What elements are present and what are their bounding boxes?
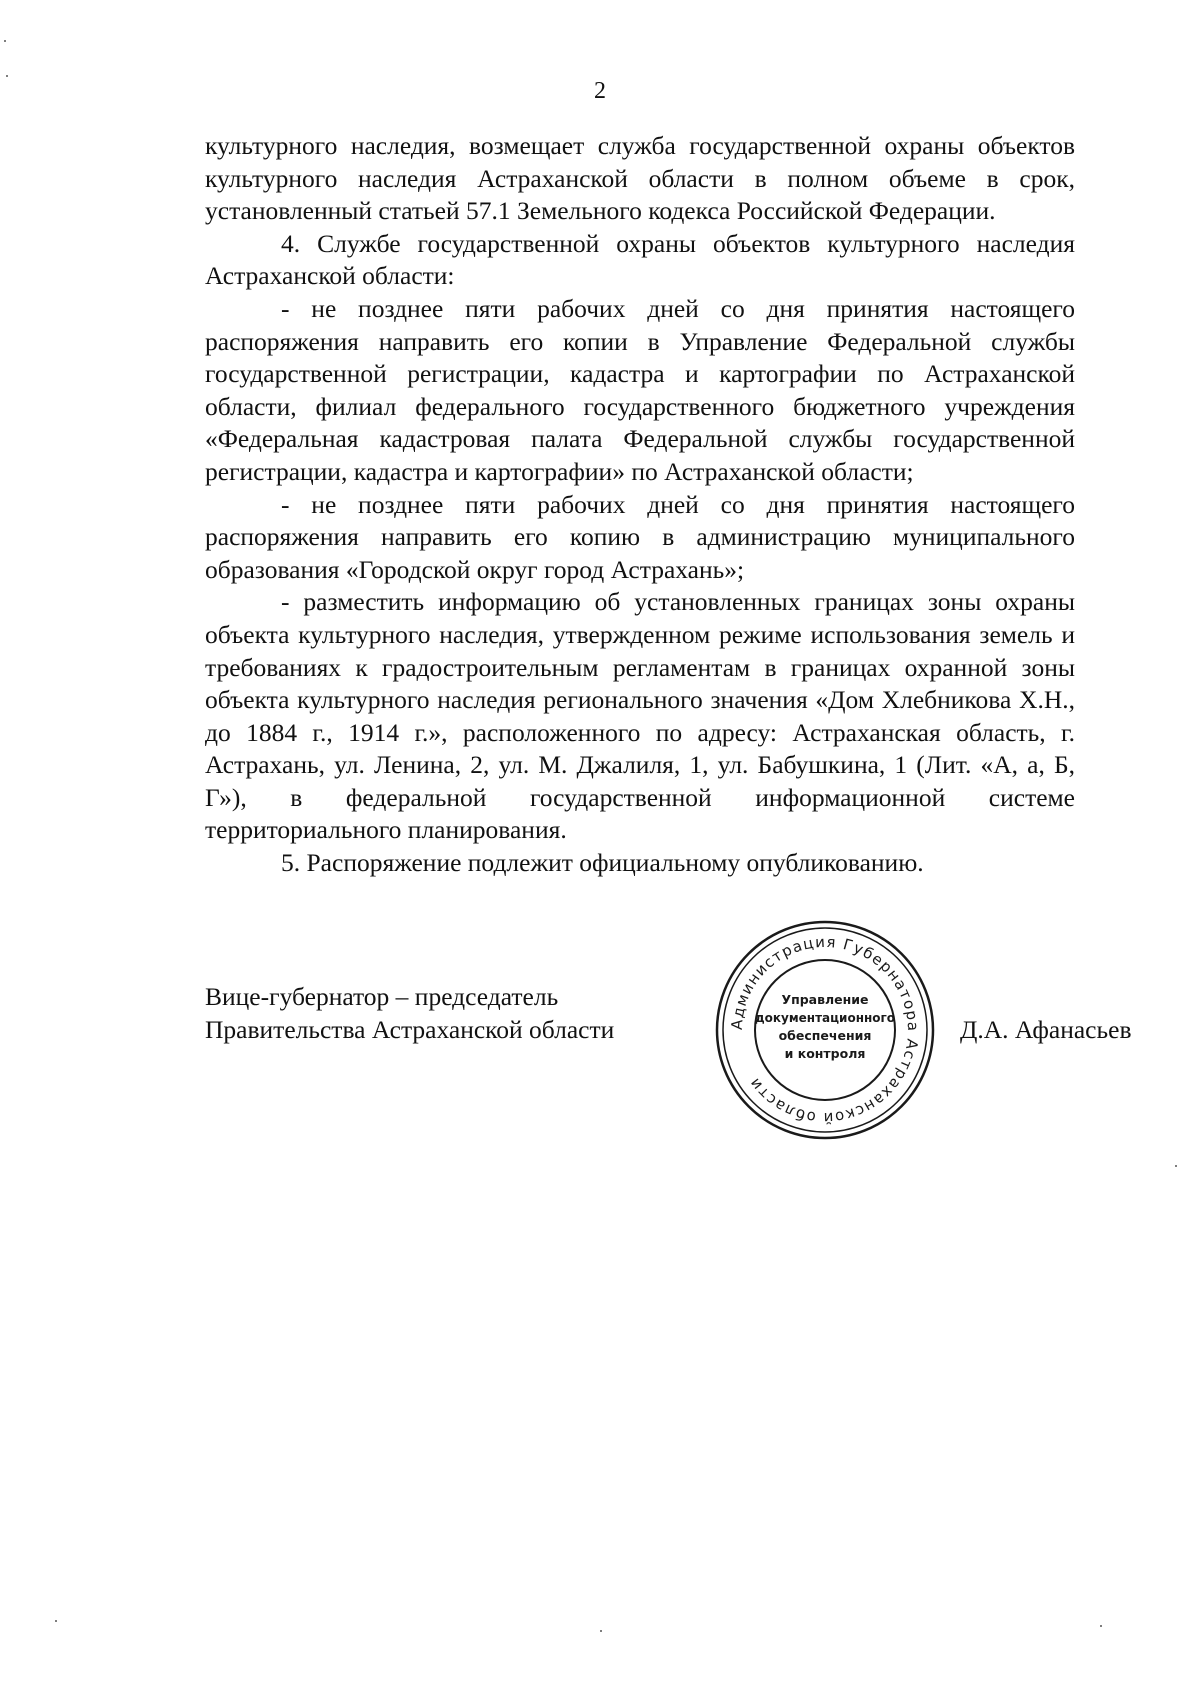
stamp-center-line1: Управление [781,992,869,1007]
stamp-center-line2: документационного [754,1011,896,1025]
paragraph-item-5: 5. Распоряжение подлежит официальному опубликованию. [281,848,924,878]
official-stamp [710,915,940,1145]
stamp-center-line4: и контроля [784,1046,866,1061]
paragraph-dash-administration: - не позднее пяти рабочих дней со дня принятия настоящего распоряжения направить его копию в администрацию муниципального образования «Городской округ город Астрахань»; [205,489,1075,584]
stamp-center-line3: обеспечения [778,1028,872,1043]
paragraph-dash-copies: - не позднее пяти рабочих дней со дня принятия настоящего распоряжения направить его копии в Управление Федеральной службы государственной регистрации, кадастра и картографии по Астраханской области, филиал федерального государственного бюджетного учреждения «Федеральная кадастровая палата Федеральной службы государственной регистрации, кадастра и картографии» по Астраханской области; [205,293,1075,486]
paragraph-dash-publish-info: - разместить информацию об установленных границах зоны охраны объекта культурного наследия, утвержденном режиме использования земель и требованиях к градостроительным регламентам в границах охранной зоны объекта культурного наследия регионального значения «Дом Хлебникова Х.Н., до 1884 г., 1914 г.», расположенного по адресу: Астраханская область, г. Астрахань, ул. Ленина, 2, ул. М. Джалиля, 1, ул. Бабушкина, 1 (Лит. «А, а, Б, Г»), в федеральной государственной информационной системе территориального планирования. [205,587,1075,845]
signatory-name: Д.А. Афанасьев [960,1015,1132,1044]
signatory-title-line1: Вице-губернатор – председатель [205,982,559,1011]
paragraph-continuation: культурного наследия, возмещает служба государственной охраны объектов культурного наследия Астраханской области в полном объеме в срок, установленный статьей 57.1 Земельного кодекса Российской Федерации. [205,131,1075,226]
scan-speck [600,1630,602,1632]
scan-speck [1100,1625,1102,1627]
page-number: 2 [594,78,606,104]
document-body [205,130,1075,880]
signatory-title [205,980,685,1046]
scan-speck [1175,1165,1177,1167]
stamp-ring-text: Администрация Губернатора Астраханской области [727,932,923,1128]
scan-speck [6,75,8,77]
scan-speck [55,1620,57,1622]
paragraph-item-4: 4. Службе государственной охраны объектов культурного наследия Астраханской области: [205,228,1075,291]
signatory-title-line2: Правительства Астраханской области [205,1015,615,1044]
scan-speck [4,40,6,42]
